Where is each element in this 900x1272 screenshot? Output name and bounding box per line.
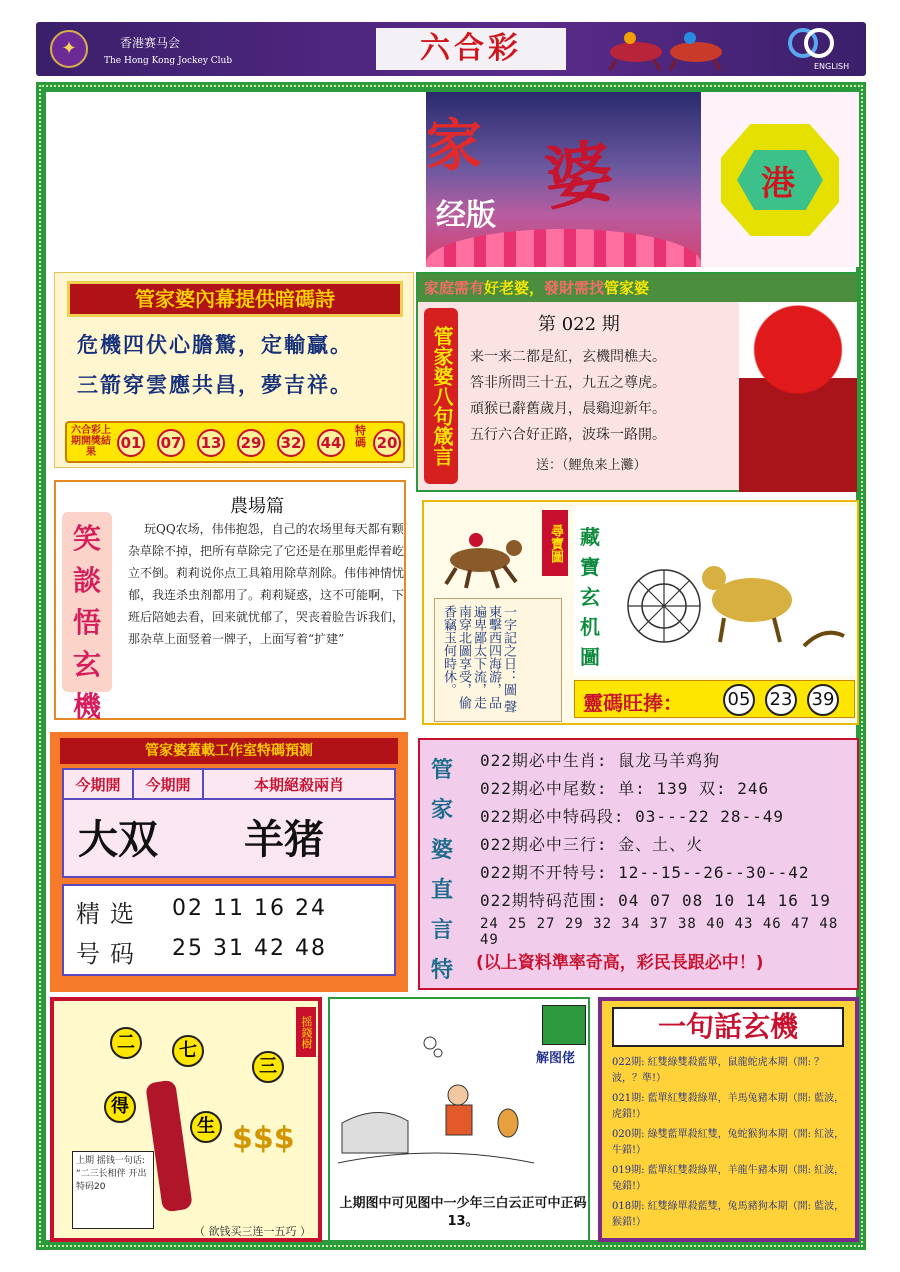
riddle-badge-icon bbox=[542, 1005, 586, 1045]
joke-panel bbox=[54, 480, 406, 723]
hkjc-logo-icon[interactable]: ✦ bbox=[50, 30, 88, 68]
one-sentence-panel bbox=[598, 997, 859, 1242]
banner-word-po: 婆 bbox=[539, 131, 619, 221]
racing-horses-icon bbox=[596, 26, 746, 72]
forecast-table bbox=[62, 768, 396, 878]
tree-node: 二 bbox=[110, 1027, 142, 1059]
tip-line: 022期必中生肖: 鼠龙马羊鸡狗 bbox=[480, 751, 721, 770]
tip-line: 022期不开特号: 12--15--26--30--42 bbox=[480, 863, 810, 882]
joke-side-box bbox=[62, 512, 112, 723]
lucky-label: 靈碼旺捧： bbox=[583, 691, 683, 715]
forecast-header-2: 今期開 bbox=[134, 770, 204, 800]
joke-side-title: 笑談悟玄機 bbox=[72, 522, 101, 723]
xunbao-label: 尋寶圖 bbox=[542, 510, 568, 576]
tip-line: 022期必中尾数: 单: 139 双: 246 bbox=[480, 779, 770, 798]
result-ball: 32 bbox=[277, 429, 305, 457]
selected-row: 25 31 42 48 bbox=[172, 936, 327, 961]
last-results bbox=[65, 421, 405, 463]
lantern-text: 港 bbox=[761, 164, 795, 204]
tip-line: 022期必中三行: 金、土、火 bbox=[480, 835, 704, 854]
tips-footer: (以上資料準率奇高，彩民長跟必中！) bbox=[476, 953, 764, 973]
club-name-en: The Hong Kong Jockey Club bbox=[104, 56, 233, 66]
lotus-decoration bbox=[426, 229, 701, 267]
direct-tips-panel bbox=[418, 738, 859, 990]
forecast-header-3: 本期絕殺兩肖 bbox=[204, 770, 394, 800]
bride-image bbox=[739, 302, 857, 492]
header-part-c: 發財需找 bbox=[544, 279, 605, 297]
header-part-b: 好老婆， bbox=[484, 279, 545, 297]
gold-coins-icon: $$$ bbox=[232, 1121, 295, 1156]
selected-row: 02 11 16 24 bbox=[172, 896, 327, 921]
result-ball: 07 bbox=[157, 429, 185, 457]
lantern-box bbox=[701, 92, 859, 267]
results-label: 六合彩上期開獎結果 bbox=[71, 425, 111, 458]
tree-node: 生 bbox=[190, 1111, 222, 1143]
joke-paper bbox=[120, 482, 404, 718]
verse-sender: 送：（鯉魚来上灘） bbox=[536, 458, 647, 473]
page-title: 六合彩 bbox=[420, 31, 522, 66]
poem-line-1: 危機四伏心膽驚，定輸贏。 bbox=[77, 332, 353, 357]
special-label: 特碼 bbox=[355, 424, 366, 449]
sentence-line: 018期: 紅雙綠單殺藍雙，兔馬豬狗本期（開: 藍波，猴錯!） bbox=[612, 1201, 845, 1228]
direct-side-title: 管家婆直言特 bbox=[430, 757, 453, 983]
sentence-line: 022期: 紅雙綠雙殺藍單，鼠龍蛇虎本期（開: ？波，？準!） bbox=[612, 1057, 825, 1084]
banner-title bbox=[426, 92, 701, 267]
lucky-numbers bbox=[574, 680, 855, 718]
riddle-illustration bbox=[338, 1003, 534, 1183]
selected-numbers bbox=[62, 884, 396, 976]
tip-line: 022期特码范围: 04 07 08 10 14 16 19 bbox=[480, 891, 831, 910]
picture-riddle-panel bbox=[328, 997, 590, 1242]
tree-node: 七 bbox=[172, 1035, 204, 1067]
money-tree-panel bbox=[50, 997, 322, 1242]
verse-line: 答非所問三十五，九五之尊虎。 bbox=[470, 375, 666, 391]
issue-number: 第 022 期 bbox=[538, 314, 620, 335]
lucky-ball: 39 bbox=[807, 684, 839, 716]
forecast-title: 管家婆蓋載工作室特碼預測 bbox=[60, 738, 398, 764]
treasure-panel bbox=[422, 500, 859, 725]
banner-word-jia: 家 bbox=[426, 113, 482, 179]
treasure-map-image bbox=[574, 506, 855, 676]
forecast-header-1: 今期開 bbox=[64, 770, 134, 800]
sentence-line: 021期: 藍單紅雙殺綠單，羊馬兔豬本期（開: 藍波，虎錯!） bbox=[612, 1093, 845, 1120]
last-hint-note: 上期 摇钱一句话: “二三长相伴 开出特码20 bbox=[72, 1151, 154, 1229]
riddle-answer: 上期图中可见图中一少年三白云正可中正码13。 bbox=[339, 1196, 587, 1229]
poem-line-2: 三箭穿雲應共昌，夢吉祥。 bbox=[77, 372, 353, 397]
verse-line: 五行六合好正路，波珠一路開。 bbox=[470, 427, 666, 443]
lottery-logo-icon[interactable] bbox=[781, 26, 841, 60]
english-link[interactable]: ENGLISH bbox=[814, 62, 850, 71]
banner-word-jingban: 经版 bbox=[436, 198, 496, 233]
forecast-kill-zodiac: 羊猪 bbox=[244, 816, 324, 863]
tree-node: 三 bbox=[252, 1051, 284, 1083]
eight-line-side-title: 管家婆八句箴言 bbox=[424, 308, 458, 484]
lucky-ball: 23 bbox=[765, 684, 797, 716]
joke-body: 玩QQ农场，伟伟抱怨，自己的农场里每天都有颗杂草除不掉，把所有草除完了它还是在那里彪悍着屹立不倒。莉莉说你点工具箱用除草剂除。伟伟神情忧郁，我连杀虫剂都用了。莉莉疑惑，这不可能啊，下班后陪她去看，回来就忧郁了，哭丧着脸告诉我们，那杂草上面竖着一牌子，上面写着“扩建” bbox=[128, 522, 405, 646]
selected-numbers-label: 精选号码 bbox=[76, 900, 144, 968]
money-tree-label: 摇錢樹 bbox=[296, 1007, 316, 1057]
bull-spiderweb-icon bbox=[574, 506, 855, 676]
treasure-map-title: 藏寶玄机圖 bbox=[580, 525, 600, 669]
riddle-scroll bbox=[434, 598, 562, 722]
page-title-box bbox=[376, 28, 566, 70]
eight-line-header bbox=[418, 274, 857, 302]
lucky-ball: 05 bbox=[723, 684, 755, 716]
result-ball: 44 bbox=[317, 429, 345, 457]
scroll-text: 一字記之日：圖 聲東擊西四海游，品遍卑鄙太下流，走南穿北圖享受，偷香竊玉何時休。 bbox=[441, 605, 516, 714]
poem-panel bbox=[54, 272, 414, 468]
tip-line: 24 25 27 29 32 34 37 38 40 43 46 47 48 49 bbox=[480, 916, 839, 948]
header-bar bbox=[36, 22, 866, 76]
poem-title: 管家婆內幕提供暗碼詩 bbox=[67, 281, 403, 317]
forecast-size-parity: 大双 bbox=[78, 816, 158, 863]
result-ball: 29 bbox=[237, 429, 265, 457]
special-ball: 20 bbox=[373, 429, 401, 457]
content-area bbox=[46, 92, 856, 1240]
club-name-cn: 香港赛马会 bbox=[120, 36, 181, 50]
riddle-badge-label: 解图佬 bbox=[536, 1051, 576, 1066]
money-tree-footer: （ 欲钱买三连一五巧 ） bbox=[194, 1225, 311, 1238]
verse-line: 頑猴已辭舊歲月，晨鷄迎新年。 bbox=[470, 401, 666, 417]
header-part-d: 管家婆 bbox=[604, 279, 650, 297]
result-ball: 13 bbox=[197, 429, 225, 457]
verse-line: 来一来二都是紅，玄機問樵夫。 bbox=[470, 349, 666, 365]
eight-line-panel bbox=[416, 272, 859, 492]
one-sentence-title: 一句話玄機 bbox=[612, 1007, 844, 1047]
header-part-a: 家庭需有 bbox=[424, 279, 485, 297]
tip-line: 022期必中特码段: 03---22 28--49 bbox=[480, 807, 785, 826]
main-frame bbox=[36, 82, 866, 1250]
result-ball: 01 bbox=[117, 429, 145, 457]
tree-node: 得 bbox=[104, 1091, 136, 1123]
racehorse-icon bbox=[436, 522, 528, 592]
sentence-line: 019期: 藍單紅雙殺綠單，羊龍牛豬本期（開: 紅波，兔錯!） bbox=[612, 1165, 845, 1192]
sentence-line: 020期: 綠雙藍單殺紅雙，兔蛇猴狗本期（開: 紅波，牛錯!） bbox=[612, 1129, 845, 1156]
banner-blank bbox=[46, 92, 426, 267]
joke-title: 農場篇 bbox=[230, 496, 284, 517]
forecast-panel bbox=[50, 732, 408, 992]
